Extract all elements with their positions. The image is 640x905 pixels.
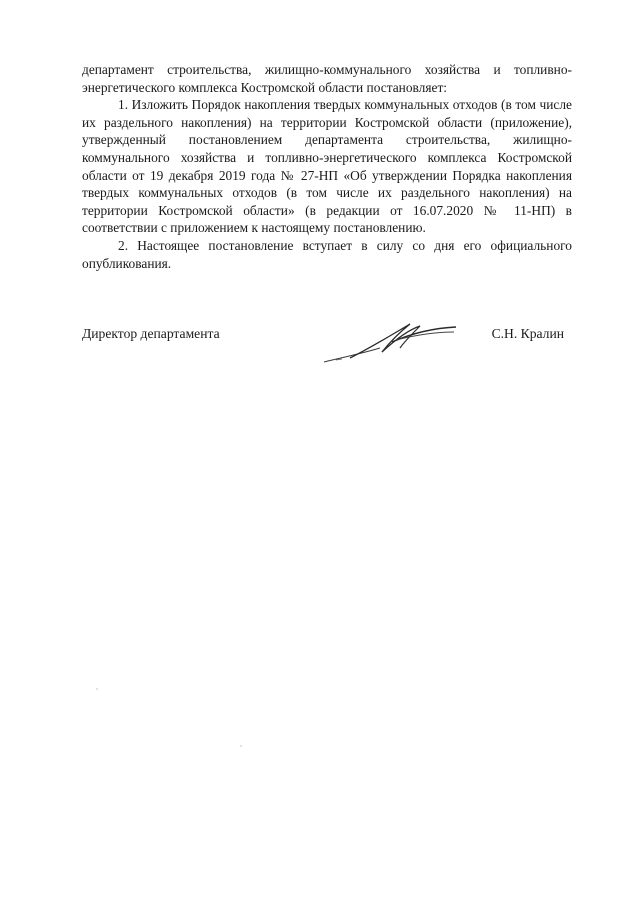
item-paragraph-2: 2. Настоящее постановление вступает в силу со дня его официального опубликования. <box>82 237 572 271</box>
document-body <box>82 61 572 272</box>
intro-paragraph: департамент строительства, жилищно-коммунального хозяйства и топливно-энергетического комплекса Костромской области постановляет: <box>82 62 572 95</box>
item-paragraph-1: 1. Изложить Порядок накопления твердых коммунальных отходов (в том числе их раздельного накопления) на территории Костромской области (приложение), утвержденный постановлением департамента строительства, жилищно-коммунального хозяйства и топливно-энергетического комплекса Костромской области от 19 декабря 2019 года № 27-НП «Об утверждении Порядка накопления твердых коммунальных отходов (в том числе их раздельного накопления) на территории Костромской области» (в редакции от 16.07.2020 № 11-НП) в соответствии с приложением к настоящему постановлению. <box>82 97 572 236</box>
scan-speck <box>96 688 98 690</box>
signature-block <box>82 318 572 368</box>
handwritten-signature <box>320 318 460 366</box>
signatory-title: Директор департамента <box>82 326 220 341</box>
scan-speck <box>240 745 242 747</box>
signatory-name: С.Н. Кралин <box>491 326 564 341</box>
